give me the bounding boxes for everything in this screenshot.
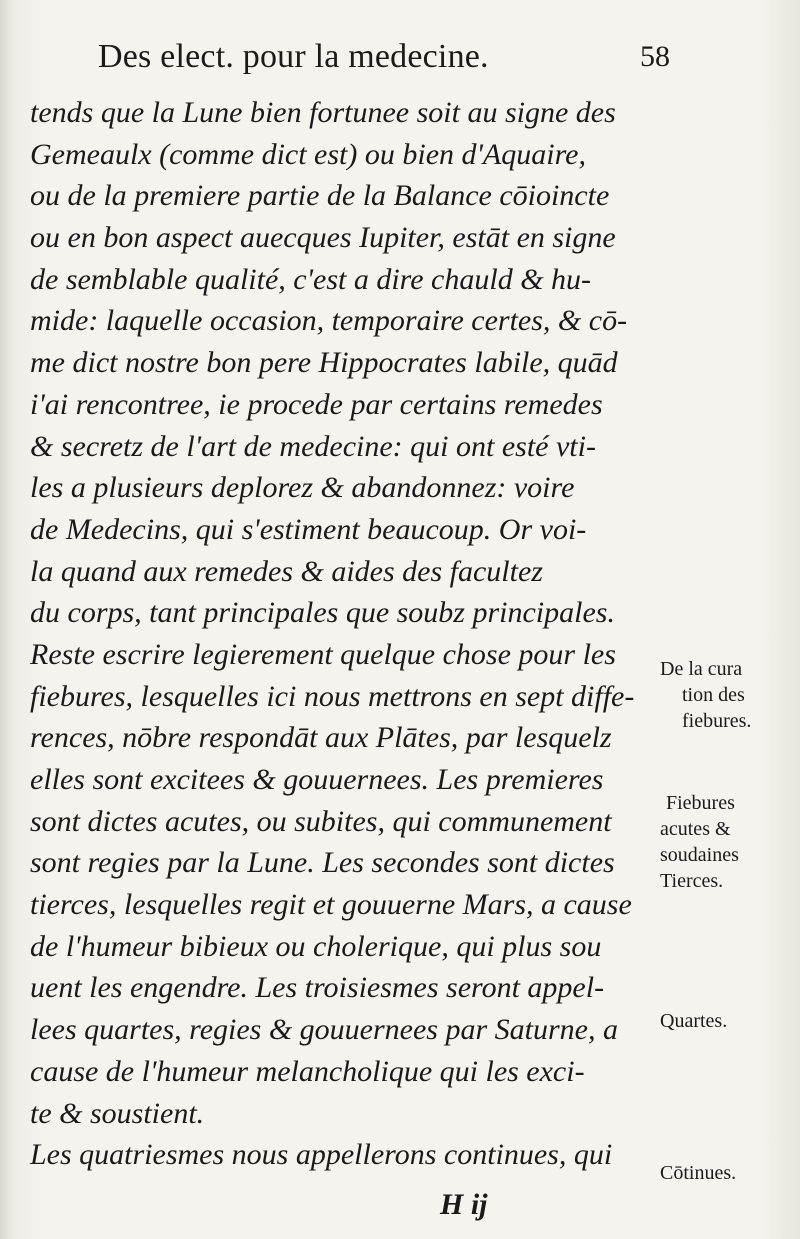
signature-mark: H ij: [440, 1188, 488, 1221]
margin-note-line: fiebures.: [682, 710, 752, 732]
text-line: la quand aux remedes & aides des facultez: [30, 554, 543, 588]
text-line: rences, nōbre respondāt aux Plātes, par lesquelz: [30, 721, 612, 755]
margin-note-line: soudaines: [660, 844, 739, 866]
text-line: ou en bon aspect auecques Iupiter, estāt en signe: [30, 221, 616, 255]
text-line: lees quartes, regies & gouuernees par Saturne, a: [30, 1013, 618, 1047]
margin-note-line: Fiebures: [666, 792, 735, 814]
margin-note-line: Tierces.: [660, 870, 724, 892]
text-line: uent les engendre. Les troisiesmes seront appel-: [30, 971, 605, 1005]
margin-note-quartes: [660, 1008, 792, 1034]
text-line: me dict nostre bon pere Hippocrates labile, quād: [30, 346, 618, 380]
margin-note-line: De la cura: [660, 658, 743, 680]
text-line: te & soustient.: [30, 1096, 205, 1130]
main-text-block: [30, 92, 650, 1176]
margin-note-line: tion des: [682, 684, 745, 706]
text-line: de Medecins, qui s'estiment beaucoup. Or voi-: [30, 512, 587, 546]
margin-note-line: Cōtinues.: [660, 1162, 737, 1184]
margin-note-curation: [660, 656, 792, 734]
text-line: elles sont excitees & gouuernees. Les premieres: [30, 763, 604, 796]
text-line: du corps, tant principales que soubz principales.: [30, 596, 615, 630]
text-line: ou de la premiere partie de la Balance cōioincte: [30, 179, 610, 213]
margin-note-line: Quartes.: [660, 1010, 728, 1032]
text-line: cause de l'humeur melancholique qui les exci-: [30, 1054, 585, 1088]
page-number: 58: [640, 40, 670, 73]
margin-note-line: acutes &: [660, 818, 731, 840]
text-line: Reste escrire legierement quelque chose pour les: [30, 637, 616, 671]
text-line: de semblable qualité, c'est a dire chauld & hu-: [30, 262, 592, 296]
running-head: Des elect. pour la medecine.: [98, 38, 489, 75]
text-line: fiebures, lesquelles ici nous mettrons en sept diffe-: [30, 679, 635, 713]
text-line: les a plusieurs deplorez & abandonnez: voire: [30, 471, 575, 505]
text-line: sont dictes acutes, ou subites, qui communement: [30, 804, 612, 838]
text-line: mide: laquelle occasion, temporaire certes, & cō-: [30, 304, 628, 338]
text-line: tends que la Lune bien fortunee soit au signe des: [30, 96, 616, 129]
text-line: tierces, lesquelles regit et gouuerne Mars, a cause: [30, 888, 632, 922]
margin-note-continues: [660, 1160, 792, 1186]
text-line: & secretz de l'art de medecine: qui ont esté vti-: [30, 429, 596, 463]
text-line: Les quatriesmes nous appellerons continues, qui: [30, 1138, 613, 1172]
text-line: i'ai rencontree, ie procede par certains remedes: [30, 387, 603, 421]
page-header: [90, 38, 670, 86]
text-line: de l'humeur bibieux ou cholerique, qui plus sou: [30, 929, 602, 963]
margin-note-fiebures: [660, 790, 792, 894]
text-line: Gemeaulx (comme dict est) ou bien d'Aquaire,: [30, 137, 586, 171]
text-line: sont regies par la Lune. Les secondes sont dictes: [30, 846, 615, 880]
